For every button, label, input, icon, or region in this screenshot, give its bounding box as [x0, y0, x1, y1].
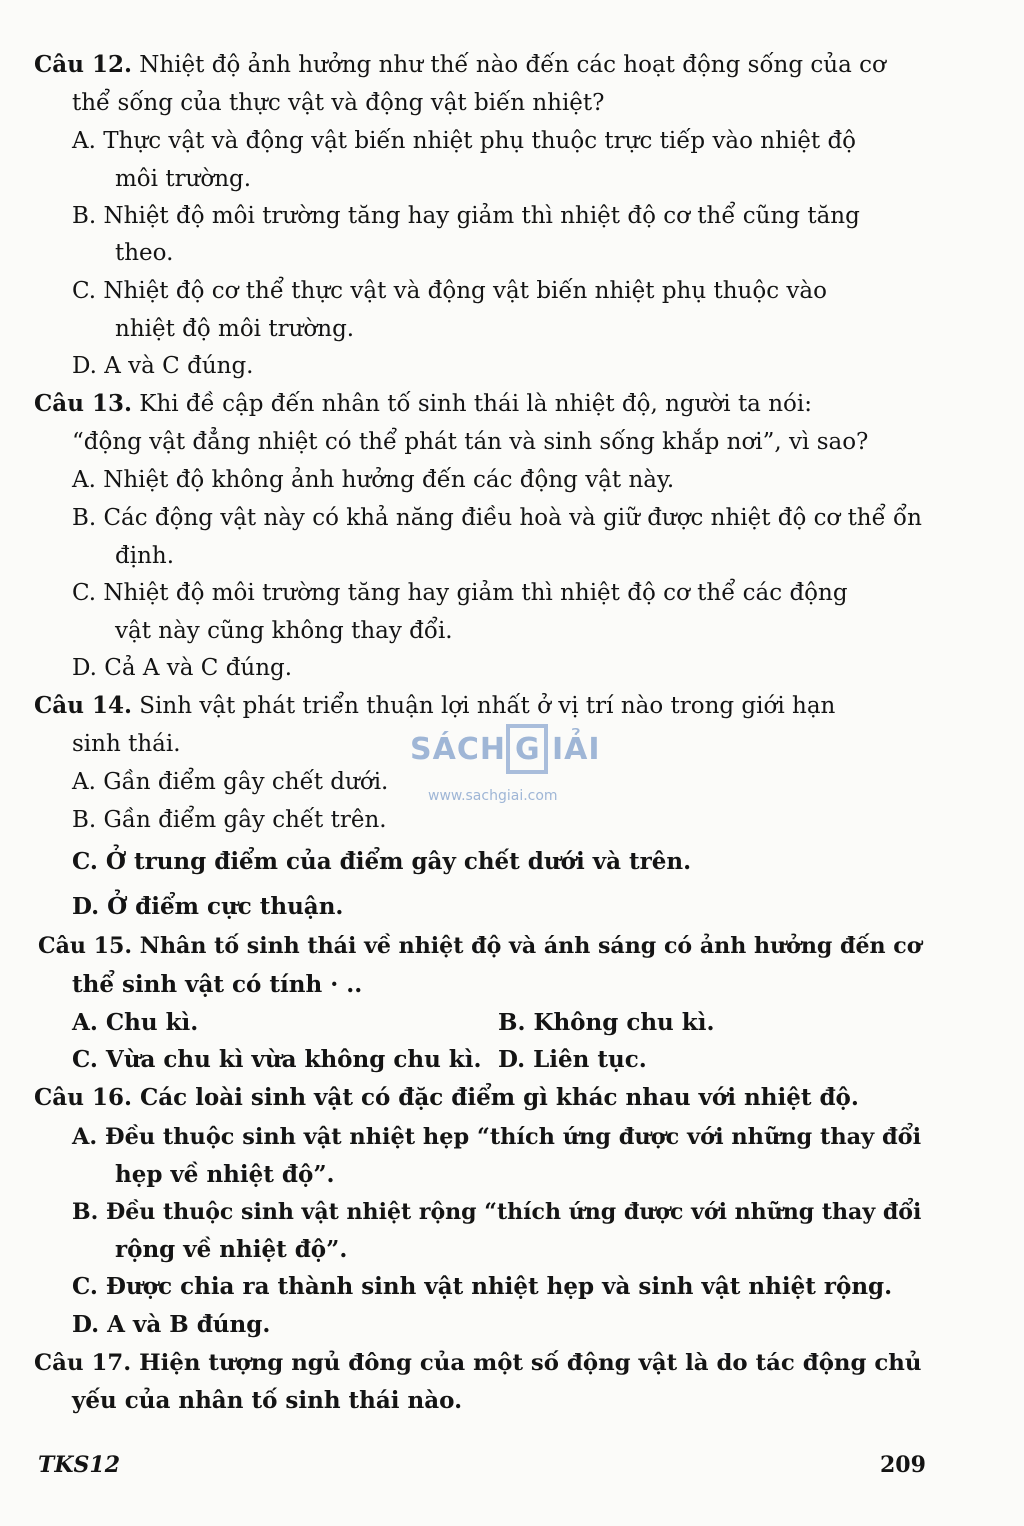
question-16-label: Câu 16.	[34, 1084, 132, 1111]
question-16-option-c: C. Được chia ra thành sinh vật nhiệt hẹp và sinh vật nhiệt rộng.	[72, 1273, 893, 1300]
watermark-logo	[410, 722, 620, 812]
question-12-option-a-cont: môi trường.	[115, 166, 252, 192]
question-12-option-c: C. Nhiệt độ cơ thể thực vật và động vật biến nhiệt phụ thuộc vào	[72, 278, 827, 304]
question-13-option-b: B. Các động vật này có khả năng điều hoà và giữ được nhiệt độ cơ thể ổn	[72, 505, 922, 531]
question-12-option-d: D. A và C đúng.	[72, 353, 254, 379]
question-14-stem-line1: Câu 14. Sinh vật phát triển thuận lợi nhất ở vị trí nào trong giới hạn	[34, 692, 836, 719]
watermark-brand-right: IẢI	[552, 732, 601, 767]
watermark-url: www.sachgiai.com	[428, 788, 558, 804]
question-13-option-c-cont: vật này cũng không thay đổi.	[115, 618, 453, 644]
question-14-stem-line2: sinh thái.	[72, 731, 181, 757]
question-17-stem-line1: Câu 17. Hiện tượng ngủ đông của một số động vật là do tác động chủ	[34, 1350, 922, 1376]
question-16-option-b: B. Đều thuộc sinh vật nhiệt rộng “thích ứng được với những thay đổi	[72, 1199, 922, 1225]
question-15-option-b: B. Không chu kì.	[498, 1009, 715, 1036]
question-12-option-c-cont: nhiệt độ môi trường.	[115, 316, 355, 342]
question-15-stem-line2: thể sinh vật có tính · ..	[72, 971, 363, 998]
question-14-option-a: A. Gần điểm gây chết dưới.	[72, 769, 389, 795]
question-14-option-d: D. Ở điểm cực thuận.	[72, 893, 344, 920]
question-16-option-b-cont: rộng về nhiệt độ”.	[115, 1236, 348, 1263]
question-12-option-a: A. Thực vật và động vật biến nhiệt phụ thuộc trực tiếp vào nhiệt độ	[72, 128, 857, 154]
question-13-option-a: A. Nhiệt độ không ảnh hưởng đến các động vật này.	[72, 467, 675, 493]
question-17-stem-line2: yếu của nhân tố sinh thái nào.	[72, 1387, 463, 1414]
question-12-stem-line2: thể sống của thực vật và động vật biến nhiệt?	[72, 90, 605, 116]
footer-book-code: TKS12	[38, 1452, 120, 1478]
question-16-option-a-cont: hẹp về nhiệt độ”.	[115, 1161, 335, 1188]
watermark-brand-left: SÁCH	[410, 732, 506, 767]
question-17-label: Câu 17.	[34, 1350, 132, 1376]
question-12-option-b-cont: theo.	[115, 240, 174, 266]
question-12-option-b: B. Nhiệt độ môi trường tăng hay giảm thì nhiệt độ cơ thể cũng tăng	[72, 203, 860, 229]
question-13-option-d: D. Cả A và C đúng.	[72, 655, 293, 681]
question-16-stem-line1: Câu 16. Các loài sinh vật có đặc điểm gì khác nhau với nhiệt độ.	[34, 1084, 859, 1111]
question-14-option-c: C. Ở trung điểm của điểm gây chết dưới và trên.	[72, 848, 692, 875]
question-15-label: Câu 15.	[38, 933, 133, 959]
question-13-option-c: C. Nhiệt độ môi trường tăng hay giảm thì nhiệt độ cơ thể các động	[72, 580, 848, 606]
question-12-label: Câu 12.	[34, 51, 132, 78]
watermark-brand-mid: G	[515, 732, 541, 767]
page-number: 209	[880, 1452, 926, 1478]
question-16-option-d: D. A và B đúng.	[72, 1311, 271, 1338]
question-15-option-d: D. Liên tục.	[498, 1046, 647, 1073]
question-13-label: Câu 13.	[34, 390, 132, 417]
question-12-stem-line1: Câu 12. Nhiệt độ ảnh hưởng như thế nào đến các hoạt động sống của cơ	[34, 51, 886, 78]
question-13-stem-line2: “động vật đẳng nhiệt có thể phát tán và sinh sống khắp nơi”, vì sao?	[72, 429, 869, 455]
question-15-option-c: C. Vừa chu kì vừa không chu kì.	[72, 1046, 482, 1073]
question-15-stem-line1: Câu 15. Nhân tố sinh thái về nhiệt độ và ánh sáng có ảnh hưởng đến cơ	[38, 933, 922, 959]
question-14-label: Câu 14.	[34, 692, 132, 719]
question-13-stem-line1: Câu 13. Khi đề cập đến nhân tố sinh thái là nhiệt độ, người ta nói:	[34, 390, 812, 417]
question-14-option-b: B. Gần điểm gây chết trên.	[72, 807, 387, 833]
question-16-option-a: A. Đều thuộc sinh vật nhiệt hẹp “thích ứng được với những thay đổi	[72, 1124, 922, 1150]
question-13-option-b-cont: định.	[115, 543, 175, 569]
question-15-option-a: A. Chu kì.	[72, 1009, 199, 1036]
